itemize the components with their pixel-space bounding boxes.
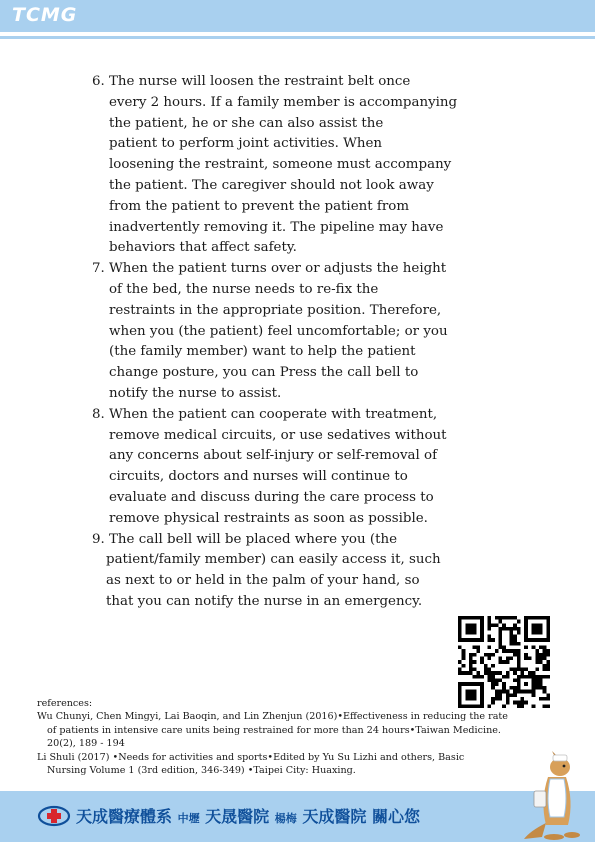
item-text-line: When the patient turns over or adjusts the height — [109, 261, 447, 277]
instruction-item — [92, 72, 522, 259]
item-text-line: of the bed, the nurse needs to re-fix the — [109, 281, 379, 297]
item-text-line: The call bell will be placed where you (the — [109, 531, 398, 547]
references — [37, 697, 557, 777]
instruction-item — [92, 530, 522, 613]
item-text-line: behaviors that affect safety. — [109, 240, 297, 256]
item-text-line: inadvertently removing it. The pipeline may have — [109, 219, 444, 235]
item-text-line: any concerns about self-injury or self-removal of — [109, 448, 438, 464]
reference-1: Wu Chunyi, Chen Mingyi, Lai Baoqin, and Lin Zhenjun (2016)•Effectiveness in reducing the rate — [37, 711, 508, 723]
instruction-item — [92, 259, 522, 405]
kangaroo-mascot-icon — [520, 751, 590, 841]
item-text-line: as next to or held in the palm of your hand, so — [106, 573, 420, 589]
item-text-line: patient/family member) can easily access it, such — [106, 552, 441, 568]
item-text-line: loosening the restraint, someone must accompany — [109, 157, 452, 173]
item-text-line: when you (the patient) feel uncomfortable; or you — [109, 323, 448, 339]
item-text-line: that you can notify the nurse in an emergency. — [106, 593, 423, 609]
reference-2-cont: Nursing Volume 1 (3rd edition, 346-349) •Taipei City: Huaxing. — [47, 765, 356, 777]
item-text-line: every 2 hours. If a family member is accompanying — [109, 94, 458, 110]
reference-1-cont: of patients in intensive care units being restrained for more than 24 hours•Taiwan Medicine. — [47, 724, 501, 736]
item-text-line: When the patient can cooperate with treatment, — [109, 406, 438, 422]
item-text-line: circuits, doctors and nurses will continue to — [109, 469, 408, 485]
references-heading: references: — [37, 698, 93, 709]
qr-code-icon — [458, 616, 550, 708]
care-slogan: 關心您 — [371, 807, 420, 826]
item-text-line: notify the nurse to assist. — [109, 385, 282, 401]
group-name: 天成醫療體系 — [76, 807, 173, 826]
header-band — [0, 0, 595, 32]
item-text-line: restraints in the appropriate position. Therefore, — [109, 302, 442, 318]
location-yangmei: 楊梅 — [274, 812, 297, 825]
tcmg-logo: TCMG — [12, 4, 78, 26]
item-number: 8. — [92, 406, 105, 422]
item-text-line: remove medical circuits, or use sedatives without — [109, 427, 447, 443]
hospital-cross-logo-icon — [37, 805, 71, 827]
instruction-item — [92, 405, 522, 530]
item-text-line: change posture, you can Press the call bell to — [109, 365, 419, 381]
item-number: 6. — [92, 74, 105, 89]
item-text-line: from the patient to prevent the patient from — [109, 198, 410, 214]
item-text-line: (the family member) want to help the patient — [109, 344, 416, 360]
item-text-line: the patient, he or she can also assist the — [109, 115, 384, 131]
header-divider — [0, 36, 595, 39]
item-number: 7. — [92, 261, 105, 277]
item-text-line: remove physical restraints as soon as possible. — [109, 510, 428, 526]
item-text-line: the patient. The caregiver should not look away — [109, 177, 434, 193]
location-zhongli: 中壢 — [177, 812, 200, 825]
item-text-line: evaluate and discuss during the care process to — [109, 489, 434, 505]
item-text-line: The nurse will loosen the restraint belt once — [109, 74, 411, 89]
hospital-name-2: 天成醫院 — [302, 807, 367, 826]
hospital-name-1: 天晟醫院 — [205, 807, 270, 826]
item-number: 9. — [92, 531, 105, 547]
reference-1-pages: 20(2), 189 - 194 — [47, 738, 125, 750]
hospital-group-name — [76, 804, 420, 827]
item-text-line: patient to perform joint activities. When — [109, 136, 383, 152]
footer-band — [0, 791, 595, 842]
instruction-list — [92, 72, 522, 613]
reference-2: Li Shuli (2017) •Needs for activities and sports•Edited by Yu Su Lizhi and others, Basic — [37, 751, 465, 763]
